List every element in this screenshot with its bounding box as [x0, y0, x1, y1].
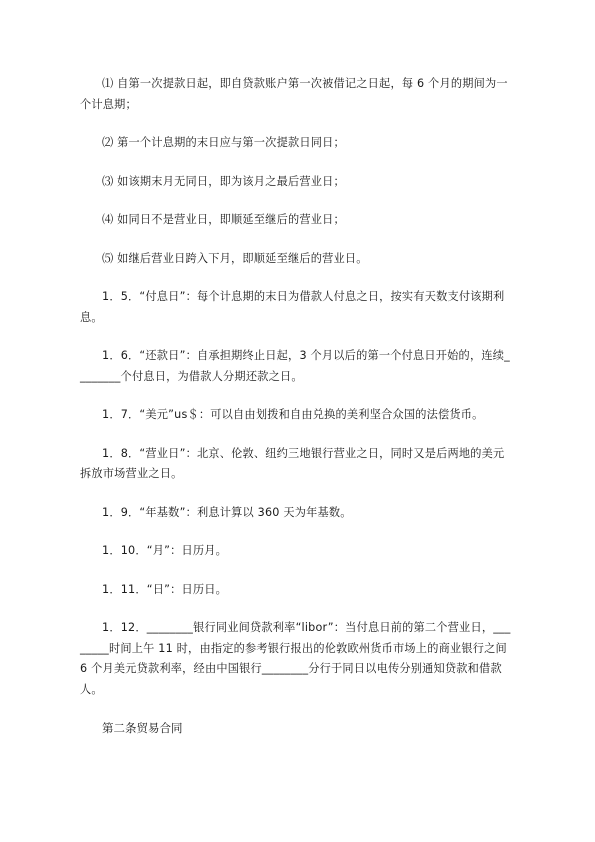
clause-1-6-repayment-date: 1．6．“还款日”：自承担期终止日起，3 个月以后的第一个付息日开始的，连续________个付息日，为借款人分期还款之日。 — [80, 349, 510, 383]
clause-1-12-libor: 1．12．________银行同业间贷款利率“libor”：当付息日前的第二个营业日，________时间上午 11 时，由指定的参考银行报出的伦敦欧州货币市场上的商业银行之间 6 个月美元贷款利率，经由中国银行________分行于同日以电传分别通知贷款和借款人。 — [80, 621, 511, 696]
clause-interest-period-5: ⑸ 如继后营业日跨入下月，即顺延至继后的营业日。 — [102, 251, 368, 265]
clause-interest-period-4: ⑷ 如同日不是营业日，即顺延至继后的营业日； — [102, 213, 345, 226]
clause-1-7-usd: 1．7．“美元”us＄：可以自由划拨和自由兑换的美利坚合众国的法偿货币。 — [102, 408, 484, 421]
clause-1-5-payment-date: 1．5．“付息日”：每个计息期的末日为借款人付息之日，按实有天数支付该期利息。 — [80, 290, 505, 324]
section-heading: 第二条贸易合同 — [102, 721, 183, 735]
clause-interest-period-3: ⑶ 如该期末月无同日，即为该月之最后营业日； — [102, 174, 345, 188]
clause-interest-period-2: ⑵ 第一个计息期的末日应与第一次提款日同日； — [102, 136, 345, 149]
clause-1-9-year-basis: 1．9．“年基数”：利息计算以 360 天为年基数。 — [102, 505, 352, 519]
clause-1-11-day: 1．11．“日”：日历日。 — [102, 582, 228, 596]
clause-1-10-month: 1．10．“月”：日历月。 — [102, 544, 228, 557]
clause-1-8-business-day: 1．8．“营业日”：北京、伦敦、纽约三地银行营业之日，同时又是后两地的美元拆放市场营业之日。 — [80, 446, 505, 480]
clause-interest-period-1: ⑴ 自第一次提款日起，即自贷款账户第一次被借记之日起，每 6 个月的期间为一个计息期； — [80, 77, 508, 111]
